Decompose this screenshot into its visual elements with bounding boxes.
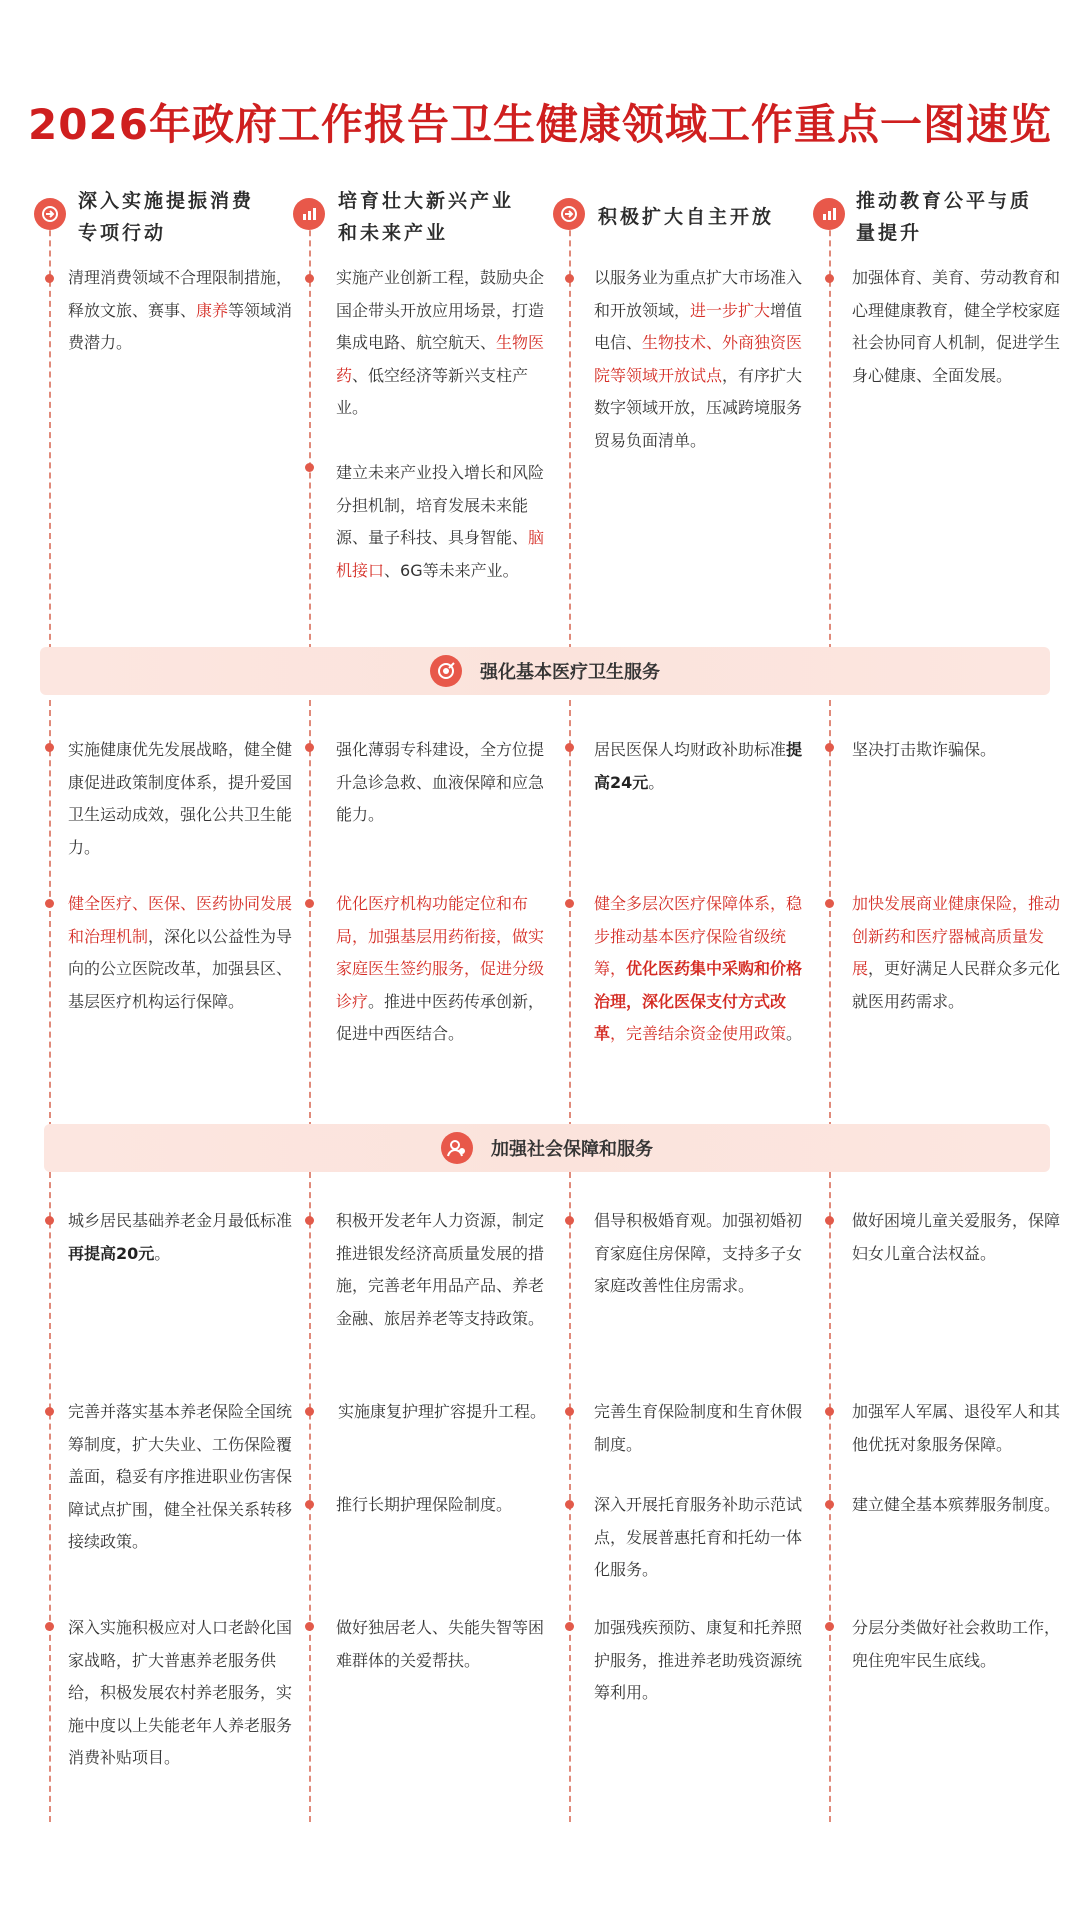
timeline-dot	[825, 1500, 834, 1509]
item-text: 建立未来产业投入增长和风险分担机制，培育发展未来能源、量子科技、具身智能、	[336, 463, 545, 547]
list-item	[594, 888, 806, 1051]
timeline-line	[309, 200, 311, 650]
item-highlight: 脑机接口	[336, 528, 545, 580]
list-item	[336, 888, 548, 1051]
bar-chart-icon	[813, 198, 845, 230]
column-title-line: 深入实施提振消费	[78, 190, 255, 212]
list-item	[68, 888, 293, 1018]
timeline-dot	[825, 1407, 834, 1416]
section-band-medical	[40, 647, 1050, 695]
item-text: 、6G等未来产业。	[384, 560, 519, 580]
list-item: 倡导积极婚育观。加强初婚初育家庭住房保障，支持多子女家庭改善性住房需求。	[594, 1211, 803, 1295]
item-text: 以服务业为重点扩大市场准入和开放领域，	[594, 268, 803, 320]
timeline-dot	[565, 1622, 574, 1631]
target-icon	[430, 655, 462, 687]
section-title: 加强社会保障和服务	[491, 1139, 653, 1160]
timeline-dot	[825, 1216, 834, 1225]
list-item: 坚决打击欺诈骗保。	[852, 740, 997, 759]
timeline-line	[49, 1172, 51, 1822]
column-title-line: 推动教育公平与质	[856, 190, 1033, 212]
item-text: ，有序扩大数字领域开放，压减跨境服务贸易负面清单。	[594, 365, 803, 450]
column-title-line: 量提升	[856, 222, 923, 244]
list-item: 深入实施积极应对人口老龄化国家战略，扩大普惠养老服务供给，积极发展农村养老服务，实施中度以上失能老年人养老服务消费补贴项目。	[68, 1618, 293, 1767]
list-item	[68, 262, 293, 360]
item-highlight: 加快发展商业健康保险，推动创新药和医疗器械高质量发展	[852, 894, 1061, 978]
column-title-line: 积极扩大自主开放	[598, 206, 775, 228]
list-item: 深入开展托育服务补助示范试点，发展普惠托育和托幼一体化服务。	[594, 1495, 803, 1579]
timeline-dot	[825, 899, 834, 908]
list-item: 建立健全基本殡葬服务制度。	[852, 1495, 1061, 1514]
list-item	[336, 457, 548, 587]
timeline-line	[569, 200, 571, 650]
timeline-dot	[825, 274, 834, 283]
list-item	[594, 262, 806, 457]
page-title: 2026年政府工作报告卫生健康领域工作重点一图速览	[28, 100, 1052, 149]
item-highlight: 生物技术、外商独资医院等领域开放试点	[594, 333, 803, 385]
timeline-dot	[45, 1622, 54, 1631]
timeline-dot	[305, 899, 314, 908]
timeline-dot	[305, 463, 314, 472]
arrow-circle-icon	[553, 198, 585, 230]
list-item: 积极开发老年人力资源，制定推进银发经济高质量发展的措施，完善老年用品产品、养老金融、旅居养老等支持政策。	[336, 1211, 545, 1328]
timeline-line	[49, 700, 51, 1128]
item-text: 增值电信、	[594, 300, 803, 352]
list-item: 实施健康优先发展战略，健全健康促进政策制度体系，提升爱国卫生运动成效，强化公共卫生能力。	[68, 740, 293, 857]
list-item: 推行长期护理保险制度。	[336, 1495, 513, 1514]
item-text: 。	[648, 772, 665, 792]
timeline-dot	[565, 274, 574, 283]
item-text: 居民医保人均财政补助标准	[594, 740, 787, 759]
item-text: 。推进中医药传承创新，促进中西医结合。	[336, 991, 545, 1043]
item-text: 实施产业创新工程，鼓励央企国企带头开放应用场景，打造集成电路、航空航天、	[336, 268, 545, 352]
timeline-dot	[45, 743, 54, 752]
section-band-social	[44, 1124, 1050, 1172]
item-text: 城乡居民基础养老金月最低标准	[68, 1211, 293, 1230]
timeline-dot	[565, 1216, 574, 1225]
item-text: 。	[154, 1243, 171, 1263]
timeline-dot	[45, 899, 54, 908]
list-item: 完善并落实基本养老保险全国统筹制度，扩大失业、工伤保险覆盖面，稳妥有序推进职业伤害保障试点扩围，健全社保关系转移接续政策。	[68, 1402, 293, 1551]
timeline-dot	[565, 743, 574, 752]
list-item: 强化薄弱专科建设，全方位提升急诊急救、血液保障和应急能力。	[336, 740, 545, 824]
item-highlight: 进一步扩大	[690, 300, 771, 320]
section-title: 强化基本医疗卫生服务	[480, 662, 660, 683]
timeline-line	[49, 200, 51, 650]
column-title-line: 专项行动	[78, 222, 167, 244]
item-highlight: 健全医疗、医保、医药协同发展和治理机制	[68, 894, 293, 946]
list-item	[594, 734, 806, 799]
item-text: 。	[786, 1024, 803, 1043]
timeline-dot	[305, 1622, 314, 1631]
column-title-line: 和未来产业	[338, 222, 449, 244]
timeline-line	[309, 700, 311, 1128]
timeline-dot	[305, 274, 314, 283]
arrow-circle-icon	[34, 198, 66, 230]
timeline-line	[829, 1172, 831, 1822]
list-item: 实施康复护理扩容提升工程。	[338, 1402, 547, 1421]
item-highlight: 健全多层次医疗保障体系，稳步推动基本医疗保险省级统筹，	[594, 894, 803, 978]
item-text: 清理消费领域不合理限制措施，释放文旅、赛事、	[68, 268, 293, 320]
timeline-line	[829, 700, 831, 1128]
timeline-dot	[565, 899, 574, 908]
item-text: ，深化以公益性为导向的公立医院改革，加强县区、基层医疗机构运行保障。	[68, 926, 293, 1011]
list-item: 加强体育、美育、劳动教育和心理健康教育，健全学校家庭社会协同育人机制，促进学生身心健康、全面发展。	[852, 268, 1061, 385]
list-item	[68, 1205, 293, 1270]
list-item: 完善生育保险制度和生育休假制度。	[594, 1402, 803, 1454]
timeline-line	[569, 700, 571, 1128]
timeline-dot	[305, 1407, 314, 1416]
timeline-dot	[45, 274, 54, 283]
list-item: 加强残疾预防、康复和托养照护服务，推进养老助残资源统筹利用。	[594, 1618, 803, 1702]
column-title-line: 培育壮大新兴产业	[338, 190, 515, 212]
list-item: 分层分类做好社会救助工作，兜住兜牢民生底线。	[852, 1618, 1061, 1670]
list-item: 做好独居老人、失能失智等困难群体的关爱帮扶。	[336, 1618, 545, 1670]
list-item	[336, 262, 548, 425]
column-title-opening	[598, 201, 808, 233]
item-text: 、低空经济等新兴支柱产业。	[336, 365, 529, 417]
timeline-dot	[565, 1500, 574, 1509]
item-text: ，更好满足人民群众多元化就医用药需求。	[852, 959, 1061, 1011]
timeline-dot	[45, 1216, 54, 1225]
timeline-dot	[305, 1500, 314, 1509]
item-emphasis: 提高24元	[594, 740, 803, 792]
column-title-consumption	[78, 185, 288, 249]
item-highlight: 优化医疗机构功能定位和布局，加强基层用药衔接，做实家庭医生签约服务，促进分级诊疗	[336, 894, 545, 1011]
timeline-dot	[305, 743, 314, 752]
timeline-dot	[45, 1407, 54, 1416]
list-item: 加强军人军属、退役军人和其他优抚对象服务保障。	[852, 1402, 1061, 1454]
timeline-line	[829, 200, 831, 650]
timeline-dot	[565, 1407, 574, 1416]
people-icon	[441, 1132, 473, 1164]
item-emphasis: 优化医药集中采购和价格治理，深化医保支付方式改革	[594, 959, 803, 1043]
column-title-education	[856, 185, 1066, 249]
timeline-line	[569, 1172, 571, 1822]
list-item	[852, 888, 1067, 1018]
timeline-dot	[305, 1216, 314, 1225]
list-item: 做好困境儿童关爱服务，保障妇女儿童合法权益。	[852, 1211, 1061, 1263]
timeline-line	[309, 1172, 311, 1822]
bar-chart-icon	[293, 198, 325, 230]
item-highlight: 生物医药	[336, 333, 545, 385]
item-highlight: 康养	[196, 300, 229, 320]
item-text: 等领域消费潜力。	[68, 300, 293, 352]
column-title-industry	[338, 185, 548, 249]
item-highlight: ，完善结余资金使用政策	[610, 1024, 787, 1043]
item-emphasis: 再提高20元	[68, 1243, 155, 1263]
timeline-dot	[825, 743, 834, 752]
timeline-dot	[825, 1622, 834, 1631]
